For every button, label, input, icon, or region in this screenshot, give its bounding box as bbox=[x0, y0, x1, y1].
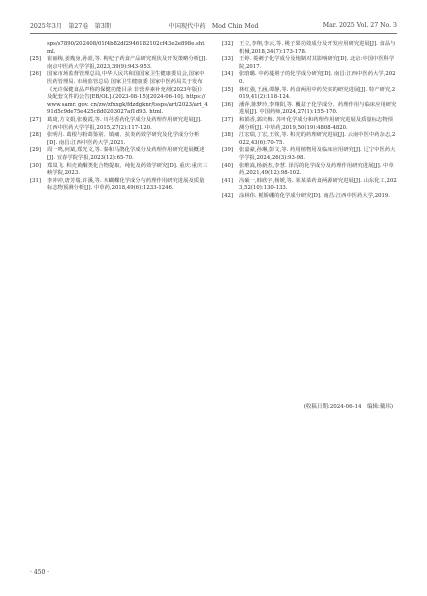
reference-text: 国家市场监督管理总局,中华人民共和国国家卫生健康委员会,国家中医药管理局. 市场监管总局 国家卫生健康委 国家中医药局关于发布《允许保健食品声称的保健功能目录 非营养素补充剂(2023年版)》及配套文件的公告[EB/OL].(2023-08-15)[2024-06-10]. https://www.samr. gov. cn/zw/zfxxgk/fdzdgknr/tssps/art/2023/art_491d5c9de75e425c8d0203027af1d93. html. bbox=[47, 71, 208, 116]
reference-text: 和娟香,郭庆梅. 苏叶化学成分和药理作用研究进展及质量标志物预测分析[J]. 中草药,2019,50(19):4808-4820. bbox=[239, 116, 393, 131]
reference-item bbox=[222, 87, 397, 102]
reference-text: 王婷. 菱刺子化学成分及炮制对其影响研究[D]. 北京:中国中医科学院,2017. bbox=[239, 56, 395, 70]
reference-text: 张维嵩,杨新杰,李慧. 泽泻的化学成分及药理作用研究进展[J]. 中草药,2021,49(12):98-102. bbox=[239, 162, 394, 177]
page-number: · 450 · bbox=[30, 569, 50, 576]
reference-list-left bbox=[30, 41, 208, 193]
reference-number: [39] bbox=[222, 147, 233, 154]
reference-number: [38] bbox=[222, 132, 233, 139]
reference-number: [36] bbox=[222, 101, 233, 108]
reference-number: [41] bbox=[222, 177, 233, 184]
reference-number: [26] bbox=[30, 71, 41, 78]
reference-number: [28] bbox=[30, 132, 41, 139]
reference-text: 周一鸣,何斌,郑光文,等. 秦和马鹃化学成分及药理作用研究进展概述[J]. 宜春学院学报,2023(12):65-70. bbox=[47, 147, 205, 161]
reference-text: 崔丽梅,姜胤身,孙蓝,等. 枸杞子药食产品研究现状及开发策略分析[J]. 南京中医药大学学报,2023,39(9):943-953. bbox=[47, 56, 208, 70]
reference-item bbox=[222, 163, 397, 178]
reference-text: 郑岚飞. 积壳黄酮类化合物提取、纯化及药效学研究[D]. 重庆:重庆三峡学院,2023. bbox=[47, 162, 208, 177]
reference-text: 张明月. 葛根与粉葛鉴别、镇痛、抗炎药效学研究及化学成分分析[D]. 南昌:江西中医药大学,2021. bbox=[47, 132, 200, 146]
reference-number: [37] bbox=[222, 116, 233, 123]
reference-item bbox=[222, 147, 397, 162]
reference-item bbox=[222, 117, 397, 132]
reference-number: [32] bbox=[222, 41, 233, 47]
reference-number: [40] bbox=[222, 162, 233, 169]
reference-text: 张嘉豪,孙琳,彭文,等. 药用植物用及临床应用研究[J]. 辽宁中医药大学学报,2024,26(3):93-98. bbox=[239, 147, 396, 161]
reference-continuation: sps/s7890/202408/01f4b82df2946182102cf43e2e898e.shtml. bbox=[47, 41, 205, 55]
reference-item bbox=[222, 71, 397, 86]
reference-item bbox=[222, 132, 397, 147]
reference-item bbox=[30, 71, 208, 117]
header-journal-title: 中国现代中药 Mod Chin Med bbox=[168, 22, 259, 30]
reference-item bbox=[30, 163, 208, 178]
reference-item bbox=[222, 178, 397, 193]
reference-number: [35] bbox=[222, 86, 233, 93]
reference-text: 张晗璐. 中药蔓荆子的化学成分研究[D]. 南昌:江西中医药大学,2020. bbox=[239, 71, 396, 85]
reference-number: [31] bbox=[30, 177, 41, 184]
reference-item bbox=[30, 178, 208, 193]
reference-text: 王立,李翔,李云,等. 桃子果功效成分及开发应用研究进展[J]. 食品与机械,2018,34(7):173-178. bbox=[239, 41, 396, 55]
reference-text: 林红强,王涵,谭静,等. 药食两用中药芡实的研究进展[J]. 特产研究,2019,41(2):118-124. bbox=[239, 86, 396, 101]
reference-item bbox=[30, 147, 208, 162]
header-issue-cn: 2025年3月 第27卷 第3期 bbox=[30, 22, 111, 30]
running-header bbox=[30, 18, 397, 32]
reference-item bbox=[222, 102, 397, 117]
reference-number: [42] bbox=[222, 192, 233, 199]
receipt-date-note: (收稿日期:2024-06-14 编辑:戴玮) bbox=[303, 404, 393, 410]
reference-item bbox=[30, 56, 208, 71]
reference-item bbox=[30, 117, 208, 132]
reference-item bbox=[222, 41, 397, 56]
reference-number: [33] bbox=[222, 56, 233, 63]
header-issue-en: Mar. 2025 Vol. 27 No. 3 bbox=[322, 21, 397, 29]
reference-number: [25] bbox=[30, 56, 41, 63]
reference-number: [27] bbox=[30, 116, 41, 123]
reference-number: [30] bbox=[30, 162, 41, 169]
reference-text: 潘萍,陈梦玲,李翔阳,等. 覆盆子化学成分、药理作用与临床应用研究进展[J]. 中国药师,2024,27(1):155-170. bbox=[239, 101, 397, 116]
reference-item bbox=[222, 56, 397, 71]
reference-number: [29] bbox=[30, 147, 41, 154]
reference-text: 江宏瑞,丁宏,王钦,等. 积壳的药理研究进展[J]. 云南中医中药杂志,2022,43(6):70-75. bbox=[239, 132, 396, 146]
reference-text: 涂林伟. 栀娇硼的化学成分研究[D]. 南昌:江西中医药大学,2019. bbox=[239, 192, 390, 199]
reference-number: [34] bbox=[222, 71, 233, 78]
reference-list-right bbox=[222, 41, 397, 200]
reference-item bbox=[222, 193, 397, 201]
reference-text: 葛琦,方文娟,张俊霞,等. 川芎香药化学成分及药理作用研究进展[J]. 江西中医药大学学报,2015,27(2):117-120. bbox=[47, 116, 202, 131]
reference-text: 冯硕一,韩欣宇,杨媛,等. 某某菜药食两源研究进展[J]. 山东化工,2023,52(10):130-133. bbox=[239, 177, 397, 192]
reference-item bbox=[30, 132, 208, 147]
header-rule bbox=[30, 33, 397, 34]
reference-text: 李冲冲,唐芳瑞,许溪,等. 木蝴蝶化学成分与药理作用研究进展及质量标志物预测分析[J]. 中草药,2018,49(6):1233-1246. bbox=[47, 177, 205, 192]
